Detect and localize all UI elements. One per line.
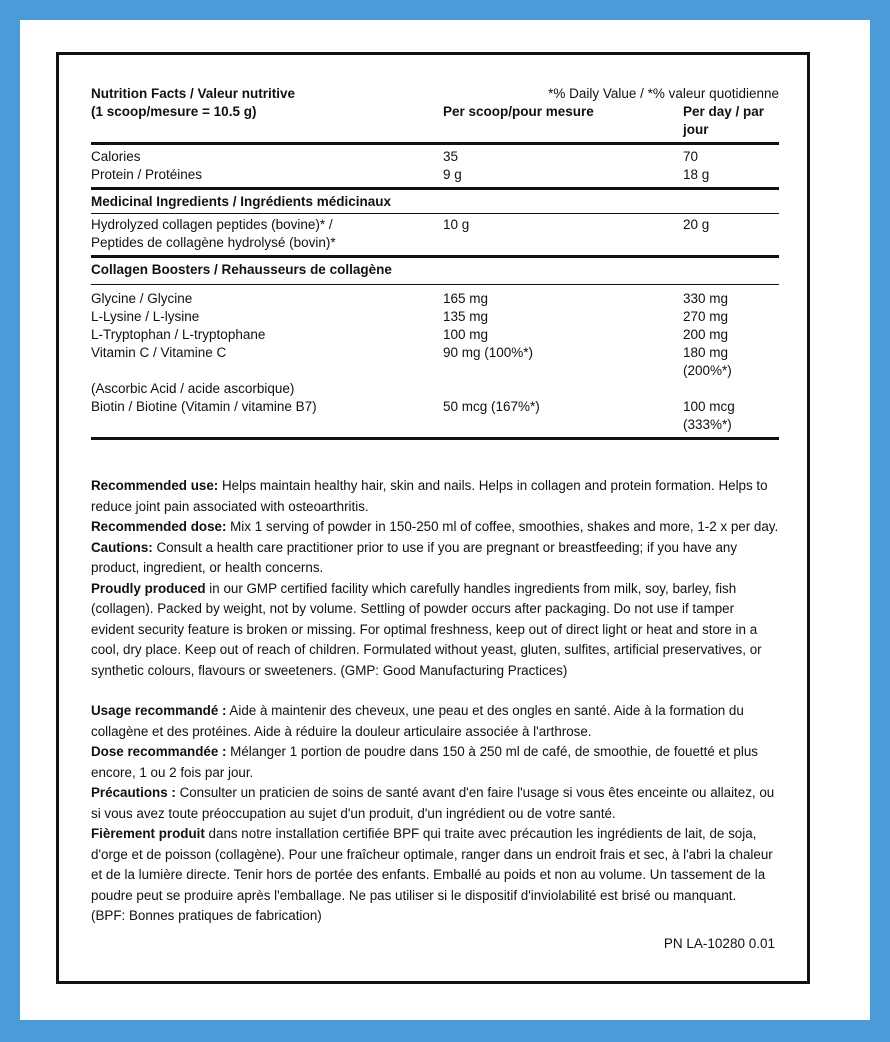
booster-name: Biotin / Biotine (Vitamin / vitamine B7) bbox=[91, 399, 317, 414]
recommended-dose-text: Mix 1 serving of powder in 150-250 ml of coffee, smoothies, shakes and more, 1-2 x per day. bbox=[226, 519, 779, 534]
precautions-label: Précautions : bbox=[91, 785, 176, 800]
nutrition-label bbox=[56, 52, 810, 984]
cautions-text: Consult a health care practitioner prior to use if you are pregnant or breastfeeding; if you have any product, ingredient, or health concerns. bbox=[91, 539, 738, 575]
booster-per-scoop bbox=[443, 380, 683, 398]
proudly-produced-label: Proudly produced bbox=[91, 580, 206, 596]
nutrient-per-day: 70 bbox=[683, 149, 699, 164]
precautions bbox=[91, 783, 779, 824]
proudly-produced bbox=[91, 579, 779, 682]
per-day-header: Per day / par jour bbox=[683, 104, 765, 137]
label-content bbox=[91, 85, 779, 927]
booster-name: L-Tryptophan / L-tryptophane bbox=[91, 327, 266, 342]
booster-per-scoop: 100 mg bbox=[443, 327, 489, 342]
medicinal-section bbox=[91, 187, 779, 252]
booster-per-scoop: 165 mg bbox=[443, 291, 489, 306]
cautions bbox=[91, 538, 779, 579]
dose-recommandee-label: Dose recommandée : bbox=[91, 744, 227, 759]
nutrient-per-scoop: 35 bbox=[443, 149, 459, 164]
boosters-section bbox=[91, 255, 779, 434]
facts-header bbox=[91, 85, 779, 103]
cautions-label: Cautions: bbox=[91, 539, 153, 555]
fierement-produit bbox=[91, 824, 779, 906]
booster-per-day: 270 mg bbox=[683, 309, 729, 324]
fierement-produit-text: dans notre installation certifiée BPF qui traite avec précaution les ingrédients de lait, de soja, d'orge et de poisson (collagène). Pour une fraîcheur optimale, ranger dans un endroit frais et sec, à l'abri la chaleur et de la lumière directe. Tenir hors de portée des enfants. Emballé au poids et non au volume. Un tassement de la poudre peut se produire après l'emballage. Ne pas utiliser si le dispositif d'inviolabilité est brisé ou manquant. bbox=[91, 826, 773, 903]
boosters-heading-text: Collagen Boosters / Rehausseurs de collagène bbox=[91, 262, 392, 277]
usage-recommande-label: Usage recommandé : bbox=[91, 703, 227, 718]
booster-per-scoop: 50 mcg (167%*) bbox=[443, 399, 540, 414]
booster-per-scoop: 90 mg (100%*) bbox=[443, 345, 534, 360]
english-directions bbox=[91, 476, 779, 681]
booster-row bbox=[91, 398, 779, 434]
booster-per-scoop: 135 mg bbox=[443, 309, 489, 324]
boosters-rule bbox=[91, 284, 779, 434]
booster-per-day: 180 mg (200%*) bbox=[683, 345, 732, 378]
per-scoop-header: Per scoop/pour mesure bbox=[443, 104, 594, 119]
boosters-heading bbox=[91, 261, 779, 279]
nutrient-name: Calories bbox=[91, 149, 141, 164]
booster-per-day: 200 mg bbox=[683, 327, 729, 342]
serving-size: (1 scoop/mesure = 10.5 g) bbox=[91, 104, 257, 119]
product-number: PN LA-10280 0.01 bbox=[663, 936, 775, 951]
nutrient-per-day: 18 g bbox=[683, 167, 710, 182]
nutrient-row-protein bbox=[91, 166, 779, 184]
fierement-produit-label: Fièrement produit bbox=[91, 826, 205, 841]
nutrient-per-scoop: 9 g bbox=[443, 167, 462, 182]
precautions-text: Consulter un praticien de soins de santé avant d'en faire l'usage si vous êtes enceinte ou allaitez, ou si vous avez toute préoccupation au sujet d'un produit, d'un ingrédient ou de votre santé. bbox=[91, 785, 775, 821]
medicinal-heading bbox=[91, 193, 779, 211]
medicinal-heading-text: Medicinal Ingredients / Ingrédients médicinaux bbox=[91, 194, 392, 209]
ingredient-per-scoop: 10 g bbox=[443, 217, 470, 232]
recommended-dose-label: Recommended dose: bbox=[91, 519, 227, 534]
recommended-dose bbox=[91, 517, 779, 538]
medicinal-row bbox=[91, 216, 779, 234]
ingredient-per-day: 20 g bbox=[683, 217, 710, 232]
table-bottom-rule bbox=[91, 437, 779, 440]
booster-name: (Ascorbic Acid / acide ascorbique) bbox=[91, 381, 295, 396]
recommended-use-label: Recommended use: bbox=[91, 478, 219, 493]
booster-row bbox=[91, 308, 779, 326]
booster-row bbox=[91, 326, 779, 344]
usage-recommande bbox=[91, 701, 779, 742]
dose-recommandee bbox=[91, 742, 779, 783]
booster-per-day: 100 mcg (333%*) bbox=[683, 399, 735, 432]
recommended-use bbox=[91, 476, 779, 517]
medicinal-rule bbox=[91, 213, 779, 252]
usage-recommande-text: Aide à maintenir des cheveux, une peau et des ongles en santé. Aide à la formation du collagène et des protéines. Aide à réduire la douleur articulaire associée à l'arthrose. bbox=[91, 703, 744, 739]
booster-name: Glycine / Glycine bbox=[91, 291, 193, 306]
booster-per-day: 330 mg bbox=[683, 291, 729, 306]
ingredient-name-fr: Peptides de collagène hydrolysé (bovin)* bbox=[91, 235, 336, 250]
booster-row bbox=[91, 380, 779, 398]
facts-title: Nutrition Facts / Valeur nutritive bbox=[91, 86, 296, 101]
booster-row bbox=[91, 344, 779, 380]
booster-row bbox=[91, 290, 779, 308]
booster-name: Vitamin C / Vitamine C bbox=[91, 345, 227, 360]
french-directions bbox=[91, 701, 779, 927]
proudly-produced-text: in our GMP certified facility which carefully handles ingredients from milk, soy, barley, fish (collagen). Packed by weight, not by volume. Settling of powder occurs after packaging. Do not use if tamper evident security feature is broken or missing. For optimal freshness, keep out of direct light or heat and store in a cool, dry place. Keep out of reach of children. Formulated without yeast, gluten, sulfites, artificial preservatives, or synthetic colours, flavours or sweeteners. (GMP: Good Manufacturing Practices) bbox=[91, 580, 762, 678]
nutrient-name: Protein / Protéines bbox=[91, 167, 203, 182]
serving-header-row bbox=[91, 103, 779, 139]
daily-value-note: *% Daily Value / *% valeur quotidienne bbox=[548, 86, 779, 101]
ingredient-name: Hydrolyzed collagen peptides (bovine)* / bbox=[91, 217, 333, 232]
bpf-note: (BPF: Bonnes pratiques de fabrication) bbox=[91, 908, 322, 923]
section-rule bbox=[91, 142, 779, 184]
medicinal-row-2 bbox=[91, 234, 779, 252]
recommended-use-text: Helps maintain healthy hair, skin and nails. Helps in collagen and protein formation. Helps to reduce joint pain associated with osteoarthritis. bbox=[91, 478, 768, 514]
booster-name: L-Lysine / L-lysine bbox=[91, 309, 200, 324]
dose-recommandee-text: Mélanger 1 portion de poudre dans 150 à 250 ml de café, de smoothie, de fouetté et plus encore, 1 ou 2 fois par jour. bbox=[91, 744, 758, 780]
booster-per-day bbox=[683, 380, 779, 398]
nutrient-row-calories bbox=[91, 148, 779, 166]
